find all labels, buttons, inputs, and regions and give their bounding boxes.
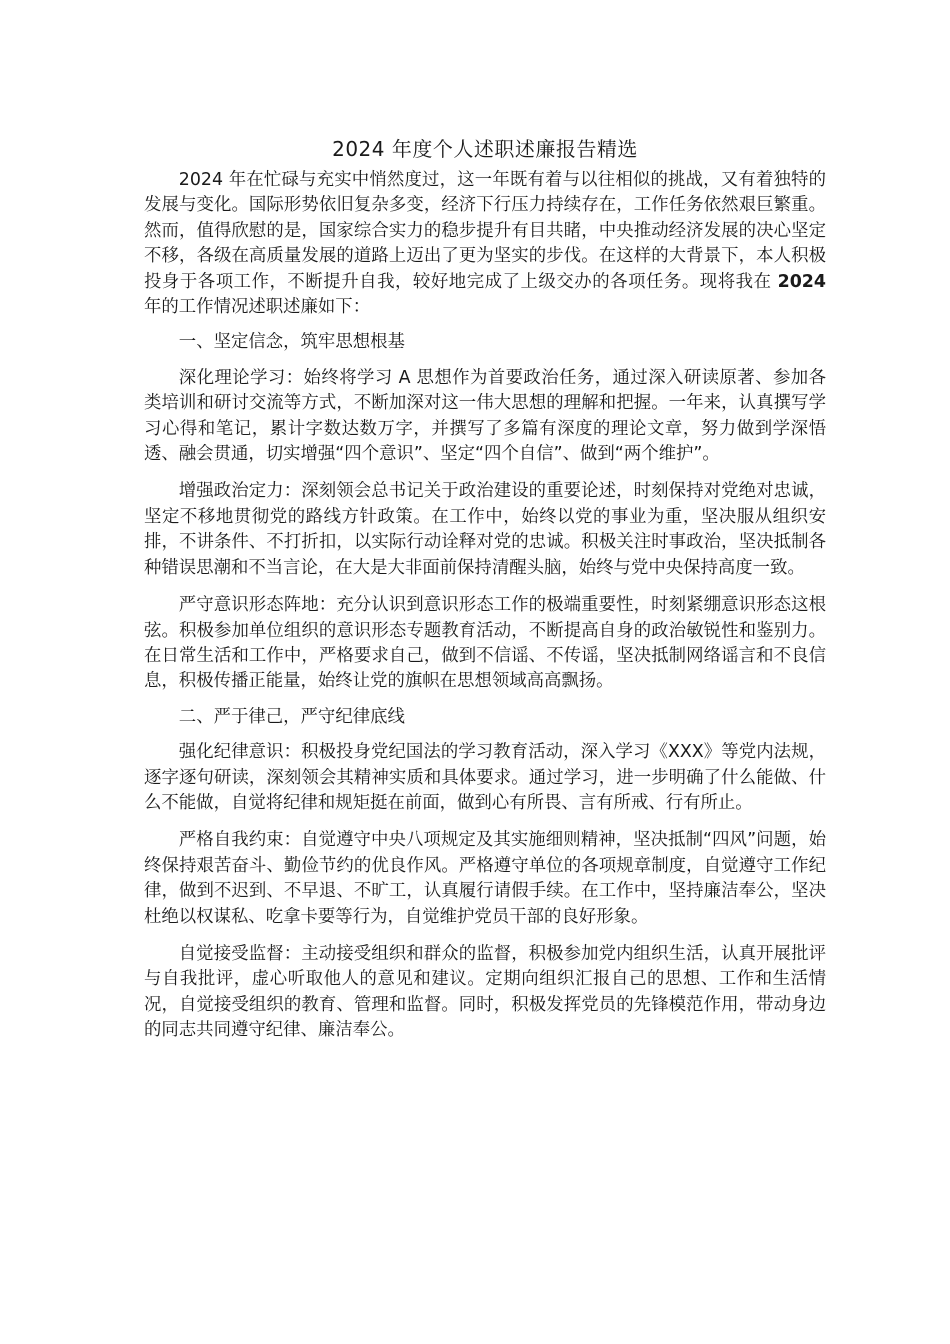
intro-text-end: 年的工作情况述职述廉如下： — [144, 297, 371, 318]
section-2-heading: 二、严于律己，严守纪律底线 — [178, 706, 405, 727]
document-title: 2024 年度个人述职述廉报告精选 — [332, 137, 638, 161]
intro-paragraph — [144, 168, 826, 320]
section-2-paragraph-1: 强化纪律意识：积极投身党纪国法的学习教育活动，深入学习《XXX》等党内法规，逐字逐句研读，深刻领会其精神实质和具体要求。通过学习，进一步明确了什么能做、什么不能做，自觉将纪律和规矩挺在前面，做到心有所畏、言有所戒、行有所止。 — [144, 742, 826, 813]
document-page — [144, 134, 826, 1044]
section-1-heading: 一、坚定信念，筑牢思想根基 — [178, 332, 405, 353]
intro-year-bold: 2024 — [777, 271, 826, 292]
intro-text-start: 2024 年在忙碌与充实中悄然度过，这一年既有着与以往相似的挑战，又有着独特的发展与变化。国际形势依旧复杂多变，经济下行压力持续存在，工作任务依然艰巨繁重。然而，值得欣慰的是，国家综合实力的稳步提升有目共睹，中央推动经济发展的决心坚定不移，各级在高质量发展的道路上迈出了更为坚实的步伐。在这样的大背景下，本人积极投身于各项工作，不断提升自我，较好地完成了上级交办的各项任务。现将我在 — [144, 170, 826, 292]
section-1-paragraph-1: 深化理论学习：始终将学习 A 思想作为首要政治任务，通过深入研读原著、参加各类培训和研讨交流等方式，不断加深对这一伟大思想的理解和把握。一年来，认真撰写学习心得和笔记，累计字数达数万字，并撰写了多篇有深度的理论文章，努力做到学深悟透、融会贯通，切实增强“四个意识”、坚定“四个自信”、做到“两个维护”。 — [144, 367, 826, 465]
section-1-paragraph-2: 增强政治定力：深刻领会总书记关于政治建设的重要论述，时刻保持对党绝对忠诚，坚定不移地贯彻党的路线方针政策。在工作中，始终以党的事业为重，坚决服从组织安排，不讲条件、不打折扣，以实际行动诠释对党的忠诚。积极关注时事政治，坚决抵制各种错误思潮和不当言论，在大是大非面前保持清醒头脑，始终与党中央保持高度一致。 — [144, 481, 826, 578]
section-2-paragraph-3: 自觉接受监督：主动接受组织和群众的监督，积极参加党内组织生活，认真开展批评与自我批评，虚心听取他人的意见和建议。定期向组织汇报自己的思想、工作和生活情况，自觉接受组织的教育、管理和监督。同时，积极发挥党员的先锋模范作用，带动身边的同志共同遵守纪律、廉洁奉公。 — [144, 943, 826, 1041]
section-1-paragraph-3: 严守意识形态阵地：充分认识到意识形态工作的极端重要性，时刻紧绷意识形态这根弦。积极参加单位组织的意识形态专题教育活动，不断提高自身的政治敏锐性和鉴别力。在日常生活和工作中，严格要求自己，做到不信谣、不传谣，坚决抵制网络谣言和不良信息，积极传播正能量，始终让党的旗帜在思想领域高高飘扬。 — [144, 595, 826, 692]
section-2-paragraph-2: 严格自我约束：自觉遵守中央八项规定及其实施细则精神，坚决抵制“四风”问题，始终保持艰苦奋斗、勤俭节约的优良作风。严格遵守单位的各项规章制度，自觉遵守工作纪律，做到不迟到、不早退、不旷工，认真履行请假手续。在工作中，坚持廉洁奉公，坚决杜绝以权谋私、吃拿卡要等行为，自觉维护党员干部的良好形象。 — [144, 830, 826, 927]
